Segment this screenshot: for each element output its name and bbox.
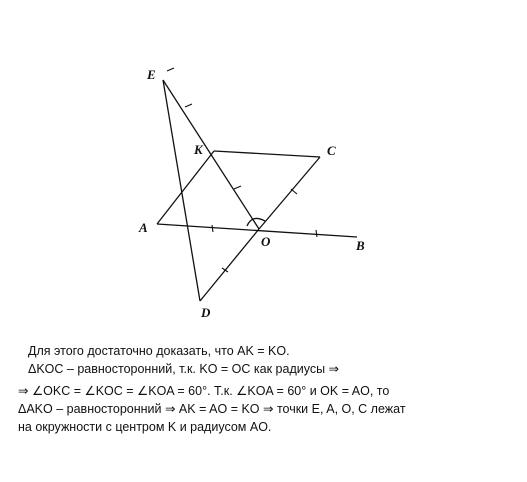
- point-label-A: A: [139, 220, 148, 235]
- point-label-E: E: [147, 67, 156, 82]
- tick-mark: [167, 68, 174, 71]
- point-label-O: O: [261, 234, 271, 249]
- point-label-B: B: [356, 238, 365, 253]
- solution-line-4: ΔAKO – равносторонний ⇒ AK = AO = KO ⇒ точки E, A, O, C лежат: [18, 402, 406, 416]
- tick-mark: [316, 230, 317, 237]
- point-label-C: C: [327, 143, 336, 158]
- tick-mark: [212, 225, 213, 232]
- line-E-D: [163, 80, 200, 301]
- line-O-D: [200, 229, 259, 301]
- line-K-C: [214, 151, 320, 157]
- solution-line-5: на окружности с центром K и радиусом AO.: [18, 420, 272, 434]
- solution-line-2: ΔKOC – равносторонний, т.к. KO = OC как радиусы ⇒: [28, 362, 340, 376]
- tick-mark: [291, 189, 297, 194]
- solution-text: [18, 342, 518, 436]
- point-label-D: D: [201, 305, 211, 320]
- solution-line-3: ⇒ ∠OKC = ∠KOC = ∠KOA = 60°. Т.к. ∠KOA = 60° и OK = AO, то: [18, 384, 390, 398]
- point-label-K: K: [194, 142, 203, 157]
- line-O-C: [259, 157, 320, 229]
- tick-mark: [234, 186, 241, 189]
- solution-line-1: Для этого достаточно доказать, что AK = KO.: [28, 344, 290, 358]
- tick-mark: [185, 104, 192, 107]
